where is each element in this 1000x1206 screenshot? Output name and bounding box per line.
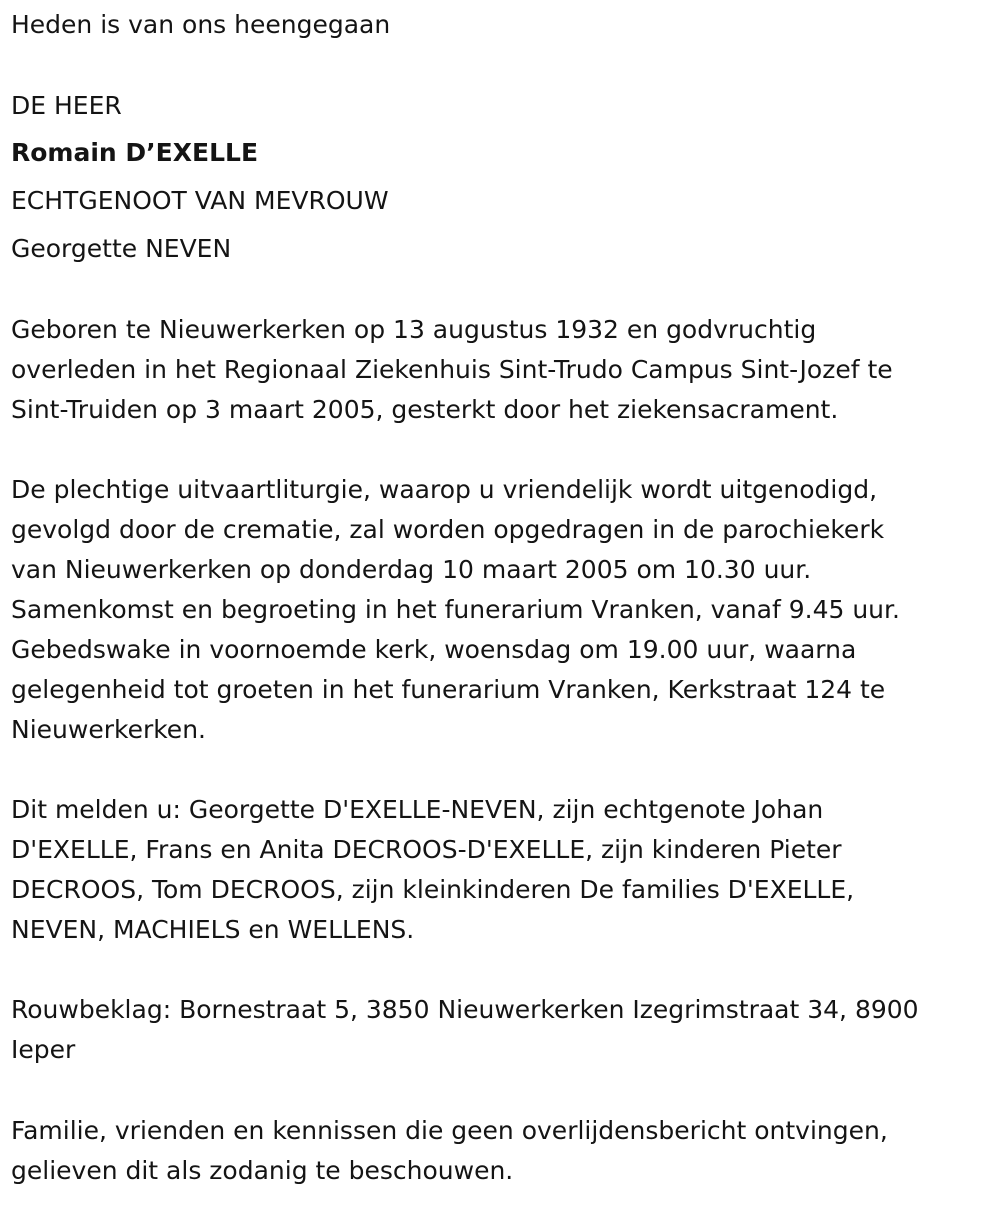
title-line: DE HEER [11, 91, 122, 120]
deceased-name: Romain D’EXELLE [11, 138, 259, 167]
funeral-line: Samenkomst en begroeting in het funerarium Vranken, vanaf 9.45 uur. [11, 595, 900, 624]
family-line: NEVEN, MACHIELS en WELLENS. [11, 915, 415, 944]
family-line: DECROOS, Tom DECROOS, zijn kleinkinderen De families D'EXELLE, [11, 875, 855, 904]
spouse-name: Georgette NEVEN [11, 234, 232, 263]
spouse-label: ECHTGENOOT VAN MEVROUW [11, 186, 389, 215]
funeral-line: De plechtige uitvaartliturgie, waarop u vriendelijk wordt uitgenodigd, [11, 475, 878, 504]
birth-death-line: overleden in het Regionaal Ziekenhuis Sint-Trudo Campus Sint-Jozef te [11, 355, 893, 384]
birth-death-line: Geboren te Nieuwerkerken op 13 augustus 1932 en godvruchtig [11, 315, 817, 344]
closing-line: gelieven dit als zodanig te beschouwen. [11, 1156, 514, 1185]
birth-death-line: Sint-Truiden op 3 maart 2005, gesterkt door het ziekensacrament. [11, 395, 839, 424]
funeral-line: van Nieuwerkerken op donderdag 10 maart 2005 om 10.30 uur. [11, 555, 812, 584]
funeral-line: gevolgd door de crematie, zal worden opgedragen in de parochiekerk [11, 515, 885, 544]
funeral-line: gelegenheid tot groeten in het funerarium Vranken, Kerkstraat 124 te [11, 675, 886, 704]
closing-line: Familie, vrienden en kennissen die geen overlijdensbericht ontvingen, [11, 1116, 888, 1145]
family-line: Dit melden u: Georgette D'EXELLE-NEVEN, zijn echtgenote Johan [11, 795, 824, 824]
family-line: D'EXELLE, Frans en Anita DECROOS-D'EXELLE, zijn kinderen Pieter [11, 835, 842, 864]
funeral-line: Nieuwerkerken. [11, 715, 206, 744]
funeral-line: Gebedswake in voornoemde kerk, woensdag om 19.00 uur, waarna [11, 635, 857, 664]
condolence-line: Ieper [11, 1035, 76, 1064]
intro-line: Heden is van ons heengegaan [11, 10, 391, 39]
condolence-line: Rouwbeklag: Bornestraat 5, 3850 Nieuwerkerken Izegrimstraat 34, 8900 [11, 995, 919, 1024]
